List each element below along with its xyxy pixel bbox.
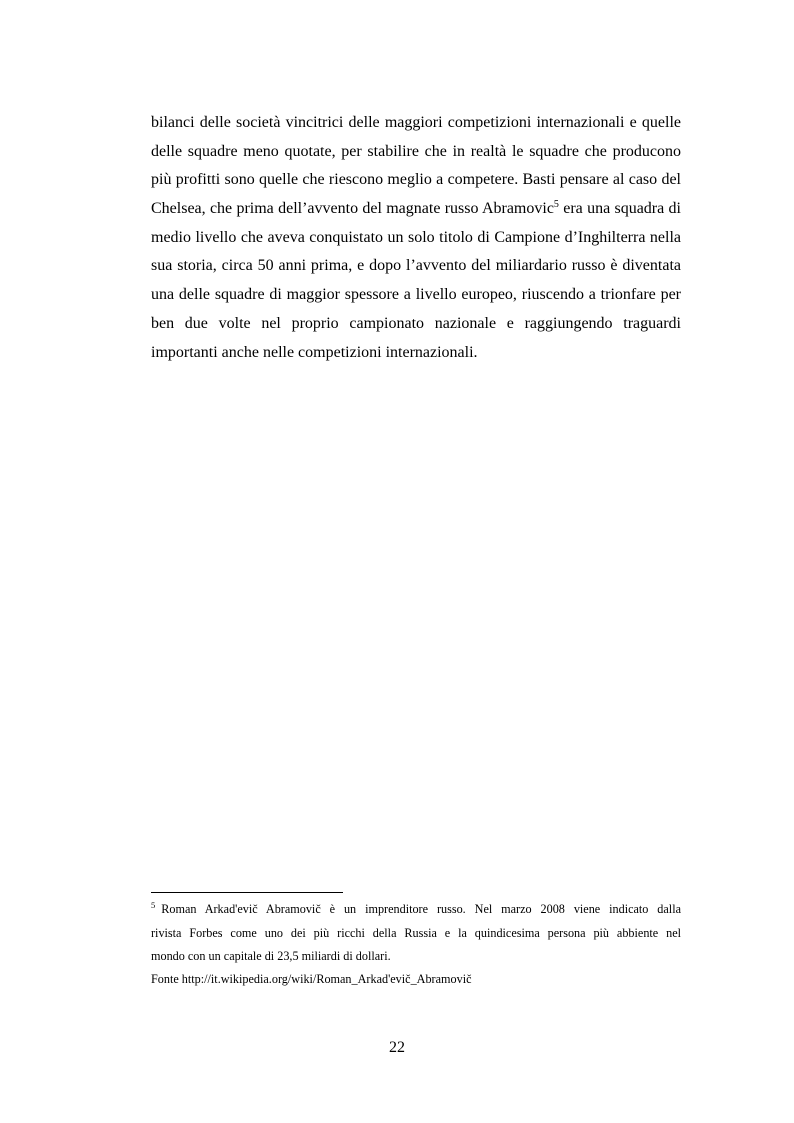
page-number: 22	[389, 1039, 405, 1056]
body-line-6: sua storia, circa 50 anni prima, e dopo l’avvento del miliardario russo è diventata	[151, 257, 681, 275]
body-line-9: importanti anche nelle competizioni internazionali.	[151, 343, 478, 361]
footnote-line-1-text: Roman Arkad'evič Abramovič è un imprenditore russo. Nel marzo 2008 viene indicato dalla	[161, 902, 681, 916]
footnote-line-3: mondo con un capitale di 23,5 miliardi di dollari.	[151, 949, 391, 963]
body-line-5: medio livello che aveva conquistato un solo titolo di Campione d’Inghilterra nella	[151, 228, 681, 246]
body-line-1: bilanci delle società vincitrici delle maggiori competizioni internazionali e quelle	[151, 114, 681, 131]
footnote-line-1	[151, 898, 681, 922]
body-line-4-text-before: Chelsea, che prima dell’avvento del magnate russo Abramovic	[151, 200, 554, 218]
body-line-4	[151, 195, 681, 224]
footnote-separator	[151, 892, 343, 893]
body-line-8: ben due volte nel proprio campionato nazionale e raggiungendo traguardi	[151, 314, 681, 332]
footnote	[151, 898, 681, 969]
footnote-line-2: rivista Forbes come uno dei più ricchi della Russia e la quindicesima persona più abbiente nel	[151, 925, 681, 940]
body-line-4-text-after: era una squadra di	[558, 200, 681, 218]
footnote-source-link[interactable]: Fonte http://it.wikipedia.org/wiki/Roman_Arkad'evič_Abramovič	[151, 972, 472, 986]
body-line-2: delle squadre meno quotate, per stabilire che in realtà le squadre che producono	[151, 142, 681, 160]
body-line-7: una delle squadre di maggior spessore a livello europeo, riuscendo a trionfare per	[151, 286, 681, 304]
footnote-reference[interactable]: 5	[553, 199, 559, 211]
footnote-marker: 5	[151, 900, 156, 910]
body-line-3: più profitti sono quelle che riescono meglio a competere. Basti pensare al caso del	[151, 171, 681, 189]
body-paragraph	[151, 109, 681, 367]
